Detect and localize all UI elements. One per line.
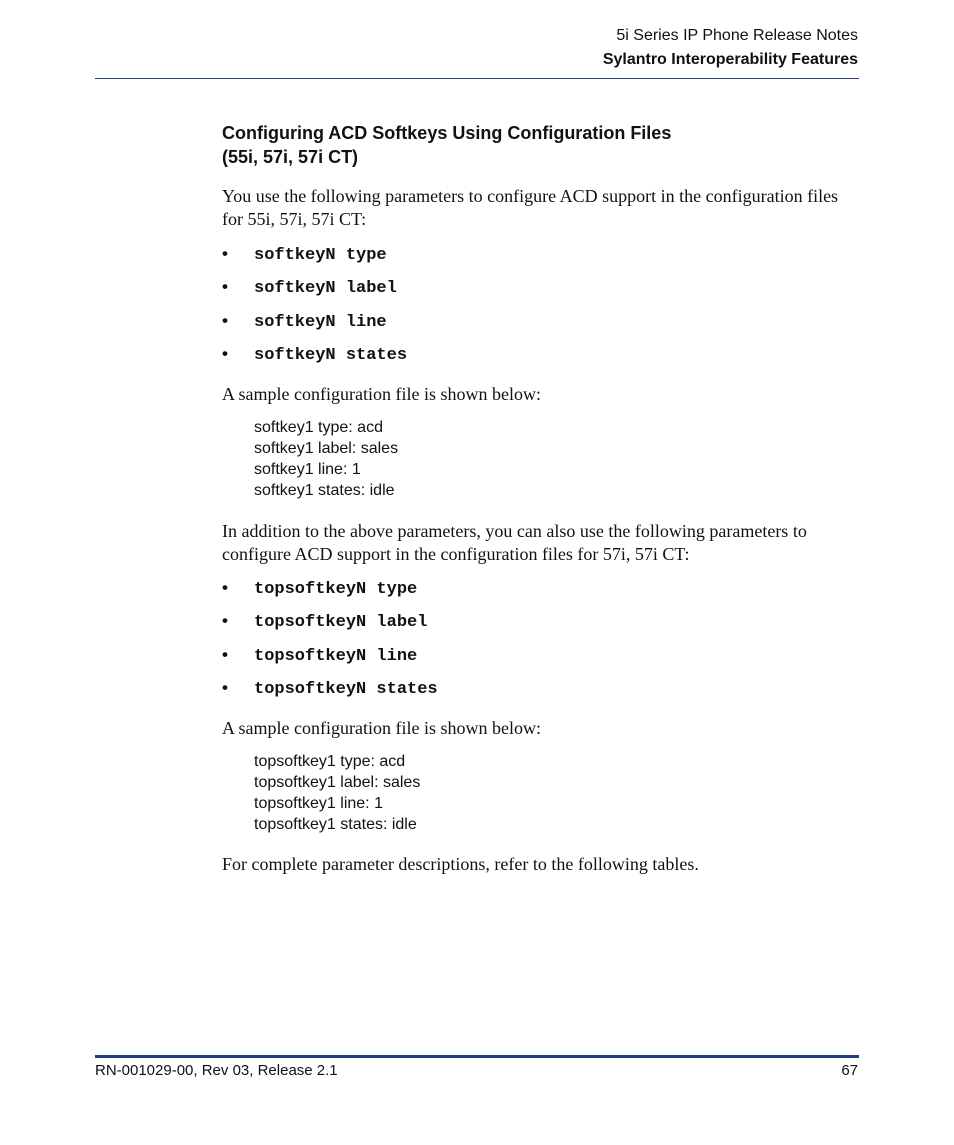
param-name: softkeyN label: [254, 279, 397, 298]
config-line: topsoftkey1 line: 1: [254, 795, 383, 812]
param-name: topsoftkeyN type: [254, 580, 418, 599]
param-list-item: [222, 311, 387, 332]
param-name: softkeyN type: [254, 246, 387, 265]
bullet-icon: •: [222, 277, 228, 296]
section-heading-line1: Configuring ACD Softkeys Using Configuration Files: [222, 123, 672, 143]
bullet-icon: •: [222, 645, 228, 664]
intro-paragraph-1: You use the following parameters to configure ACD support in the configuration files for 55i, 57i, 57i CT:: [222, 186, 839, 229]
header-divider: [95, 78, 859, 79]
param-list-item: [222, 678, 438, 699]
sample-config-1: [254, 417, 398, 501]
intro-paragraph-2: In addition to the above parameters, you can also use the following parameters to configure ACD support in the configuration files for 57i, 57i CT:: [222, 521, 807, 564]
config-line: softkey1 type: acd: [254, 419, 383, 436]
param-name: topsoftkeyN label: [254, 613, 428, 632]
section-heading: [222, 121, 842, 169]
config-line: topsoftkey1 states: idle: [254, 816, 417, 833]
sample-intro-1: A sample configuration file is shown below:: [222, 384, 541, 404]
header-section-title: Sylantro Interoperability Features: [602, 51, 858, 68]
closing-paragraph: For complete parameter descriptions, refer to the following tables.: [222, 854, 699, 874]
config-line: softkey1 line: 1: [254, 461, 361, 478]
config-line: topsoftkey1 type: acd: [254, 753, 406, 770]
section-heading-line2: (55i, 57i, 57i CT): [222, 147, 359, 167]
bullet-icon: •: [222, 578, 228, 597]
param-name: softkeyN states: [254, 346, 408, 365]
param-name: topsoftkeyN line: [254, 647, 418, 666]
bullet-icon: •: [222, 311, 228, 330]
sample-config-2: [254, 751, 420, 835]
footer-doc-id: RN-001029-00, Rev 03, Release 2.1: [95, 1062, 338, 1079]
bullet-icon: •: [222, 344, 228, 363]
config-line: topsoftkey1 label: sales: [254, 774, 421, 791]
bullet-icon: •: [222, 244, 228, 263]
param-list-item: [222, 645, 417, 666]
param-list-item: [222, 277, 397, 298]
footer-divider: [95, 1055, 859, 1058]
param-list-item: [222, 611, 427, 632]
sample-intro-2: A sample configuration file is shown below:: [222, 718, 541, 738]
param-name: softkeyN line: [254, 313, 387, 332]
config-line: softkey1 states: idle: [254, 482, 395, 499]
bullet-icon: •: [222, 611, 228, 630]
param-list-item: [222, 344, 407, 365]
page-number: 67: [841, 1062, 858, 1079]
param-name: topsoftkeyN states: [254, 680, 438, 699]
header-doc-title: 5i Series IP Phone Release Notes: [616, 27, 858, 44]
config-line: softkey1 label: sales: [254, 440, 399, 457]
param-list-item: [222, 244, 387, 265]
param-list-item: [222, 578, 417, 599]
bullet-icon: •: [222, 678, 228, 697]
